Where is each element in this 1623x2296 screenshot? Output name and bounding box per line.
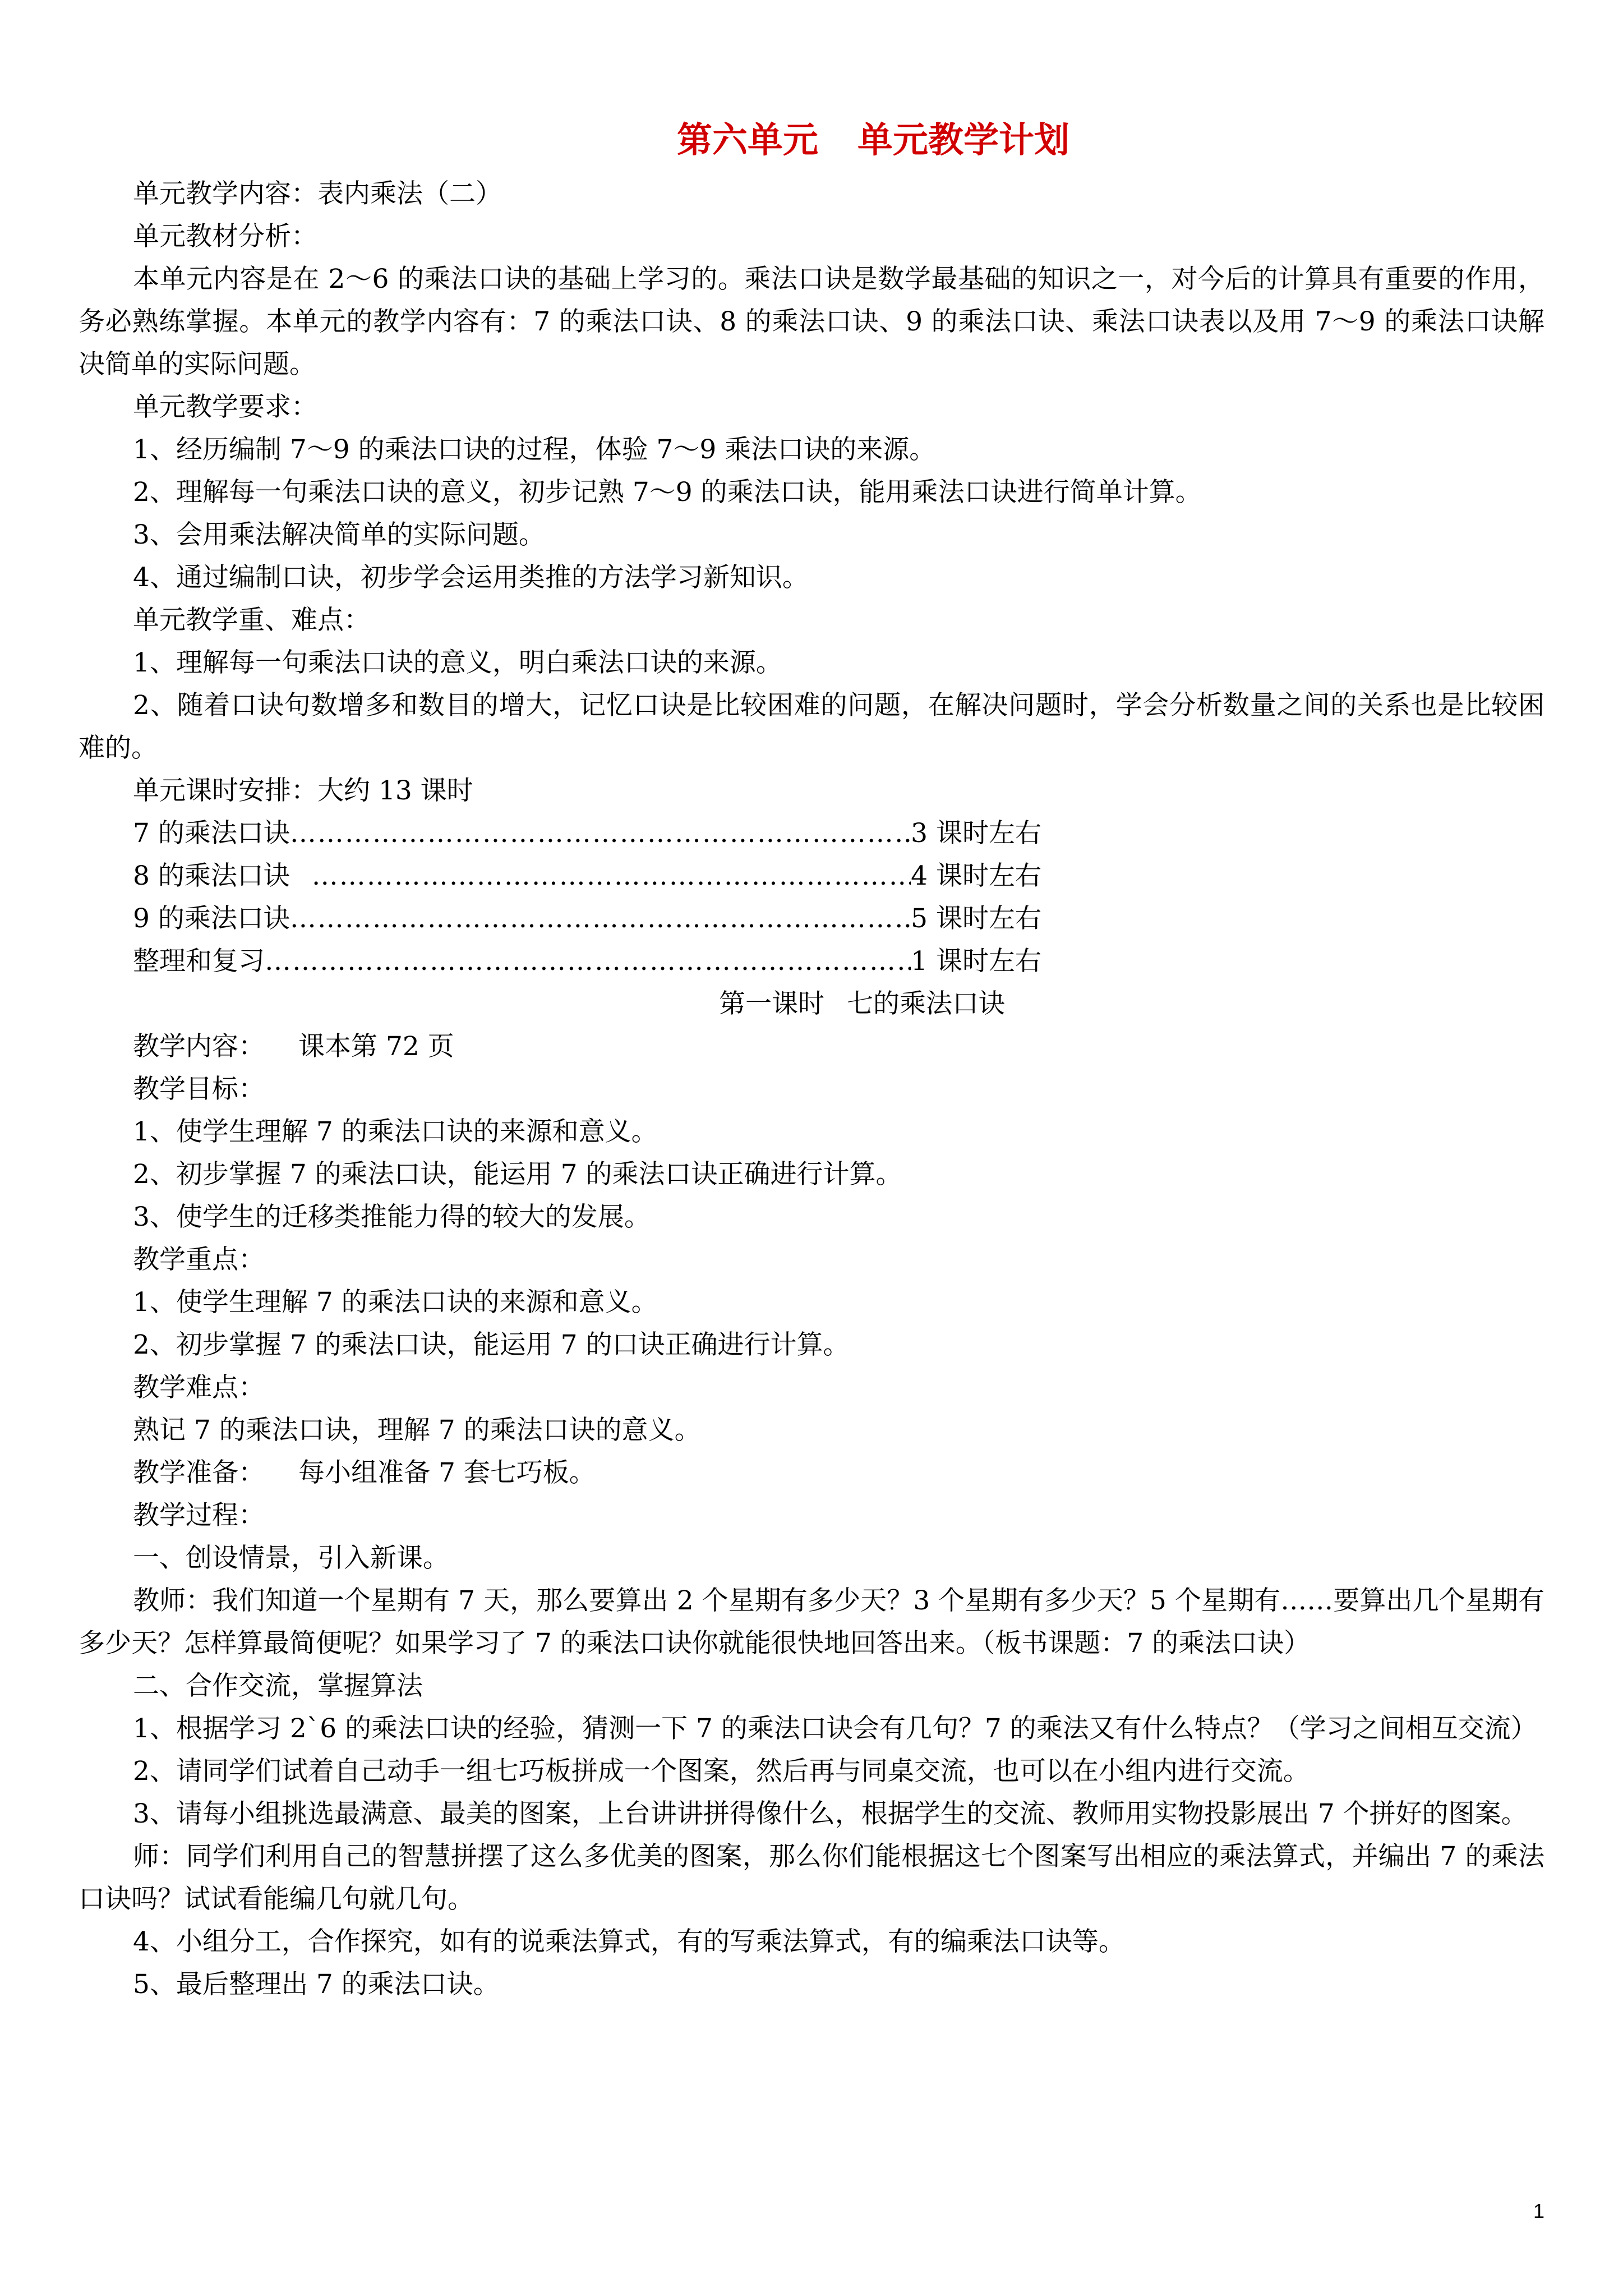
key-point-item: 1、理解每一句乘法口诀的意义，明白乘法口诀的来源。: [133, 647, 782, 678]
preparation-value: 每小组准备 7 套七巧板。: [298, 1457, 596, 1488]
schedule-leader: [265, 940, 911, 983]
process-step: 2、请同学们试着自己动手一组七巧板拼成一个图案，然后再与同桌交流，也可以在小组内进行交流。: [133, 1756, 1310, 1787]
requirements-heading: 单元教学要求：: [133, 392, 317, 422]
difficulty-text: 熟记 7 的乘法口诀，理解 7 的乘法口诀的意义。: [133, 1415, 701, 1446]
focus-item: 1、使学生理解 7 的乘法口诀的来源和意义。: [133, 1287, 658, 1318]
schedule-row: [133, 940, 1041, 983]
process-step: 师：同学们利用自己的智慧拼摆了这么多优美的图案，那么你们能根据这七个图案写出相应的乘法算式，并编出 7 的乘法口诀吗？试试看能编几句就几句。: [79, 1841, 1544, 1915]
process-step: 4、小组分工，合作探究，如有的说乘法算式，有的写乘法算式，有的编乘法口诀等。: [133, 1926, 1125, 1957]
process-step: 5、最后整理出 7 的乘法口诀。: [133, 1969, 500, 2000]
process-step: 一、创设情景，引入新课。: [133, 1543, 449, 1573]
requirement-item: 3、会用乘法解决简单的实际问题。: [133, 519, 545, 550]
unit-content: 单元教学内容：表内乘法（二）: [133, 178, 502, 209]
schedule-value: 4 课时左右: [911, 861, 1041, 891]
schedule-value: 1 课时左右: [911, 946, 1041, 977]
schedule-label: 8 的乘法口诀: [133, 861, 298, 891]
process-step: 二、合作交流，掌握算法: [133, 1671, 423, 1701]
preparation: [79, 1452, 1544, 1494]
focus-heading: 教学重点：: [133, 1244, 265, 1275]
schedule-leader: [290, 898, 911, 940]
process-step: 1、根据学习 2ˋ6 的乘法口诀的经验，猜测一下 7 的乘法口诀会有几句？7 的乘法又有什么特点？（学习之间相互交流）: [133, 1713, 1537, 1744]
schedule-label: 9 的乘法口诀: [133, 903, 290, 934]
schedule-value: 3 课时左右: [911, 818, 1041, 849]
lesson-number: 第一课时: [719, 988, 824, 1019]
analysis-text: 本单元内容是在 2～6 的乘法口诀的基础上学习的。乘法口诀是数学最基础的知识之一，对今后的计算具有重要的作用，务必熟练掌握。本单元的教学内容有：7 的乘法口诀、8 的乘法口诀、9 的乘法口诀、乘法口诀表以及用 7～9 的乘法口诀解决简单的实际问题。: [79, 264, 1544, 380]
requirement-item: 1、经历编制 7～9 的乘法口诀的过程，体验 7～9 乘法口诀的来源。: [133, 434, 936, 465]
requirement-item: 4、通过编制口诀，初步学会运用类推的方法学习新知识。: [133, 562, 809, 593]
process-step: 3、请每小组挑选最满意、最美的图案，上台讲讲拼得像什么，根据学生的交流、教师用实物投影展出 7 个拼好的图案。: [133, 1798, 1528, 1829]
teaching-content-label: 教学内容：: [133, 1031, 265, 1062]
difficulty-heading: 教学难点：: [133, 1372, 265, 1403]
document-page: [79, 112, 1544, 2006]
schedule-leader: [312, 855, 911, 898]
teaching-content: [79, 1025, 1544, 1068]
schedule-row: [133, 898, 1041, 940]
objective-item: 1、使学生理解 7 的乘法口诀的来源和意义。: [133, 1116, 658, 1147]
objective-item: 2、初步掌握 7 的乘法口诀，能运用 7 的乘法口诀正确进行计算。: [133, 1159, 902, 1190]
key-points-heading: 单元教学重、难点：: [133, 605, 370, 636]
schedule-row: [133, 812, 1041, 855]
schedule-label: 7 的乘法口诀: [133, 818, 290, 849]
teaching-content-value: 课本第 72 页: [298, 1031, 454, 1062]
objective-item: 3、使学生的迁移类推能力得的较大的发展。: [133, 1202, 651, 1232]
lesson-name: 七的乘法口诀: [847, 988, 1005, 1019]
schedule-value: 5 课时左右: [911, 903, 1041, 934]
focus-item: 2、初步掌握 7 的乘法口诀，能运用 7 的口诀正确进行计算。: [133, 1329, 850, 1360]
schedule-row: [133, 855, 1041, 898]
process-step: 教师：我们知道一个星期有 7 天，那么要算出 2 个星期有多少天？3 个星期有多少天？5 个星期有……要算出几个星期有多少天？怎样算最简便呢？如果学习了 7 的乘法口诀你就能很快地回答出来。（板书课题：7 的乘法口诀）: [79, 1585, 1544, 1659]
process-heading: 教学过程：: [133, 1500, 265, 1531]
lesson-title: [79, 983, 1544, 1025]
schedule-label: 整理和复习: [133, 946, 265, 977]
page-number: 1: [1533, 2200, 1544, 2223]
schedule-leader: [290, 812, 911, 855]
requirement-item: 2、理解每一句乘法口诀的意义，初步记熟 7～9 的乘法口诀，能用乘法口诀进行简单计算。: [133, 477, 1202, 508]
schedule-heading: 单元课时安排：大约 13 课时: [133, 775, 473, 806]
preparation-label: 教学准备：: [133, 1457, 265, 1488]
unit-title-text: 单元教学计划: [857, 119, 1069, 160]
unit-title: [79, 112, 1544, 168]
key-point-item: 2、随着口诀句数增多和数目的增大，记忆口诀是比较困难的问题，在解决问题时，学会分析数量之间的关系也是比较困难的。: [79, 690, 1544, 763]
objectives-heading: 教学目标：: [133, 1074, 265, 1105]
unit-title-number: 第六单元: [677, 119, 818, 160]
analysis-heading: 单元教材分析：: [133, 221, 317, 252]
